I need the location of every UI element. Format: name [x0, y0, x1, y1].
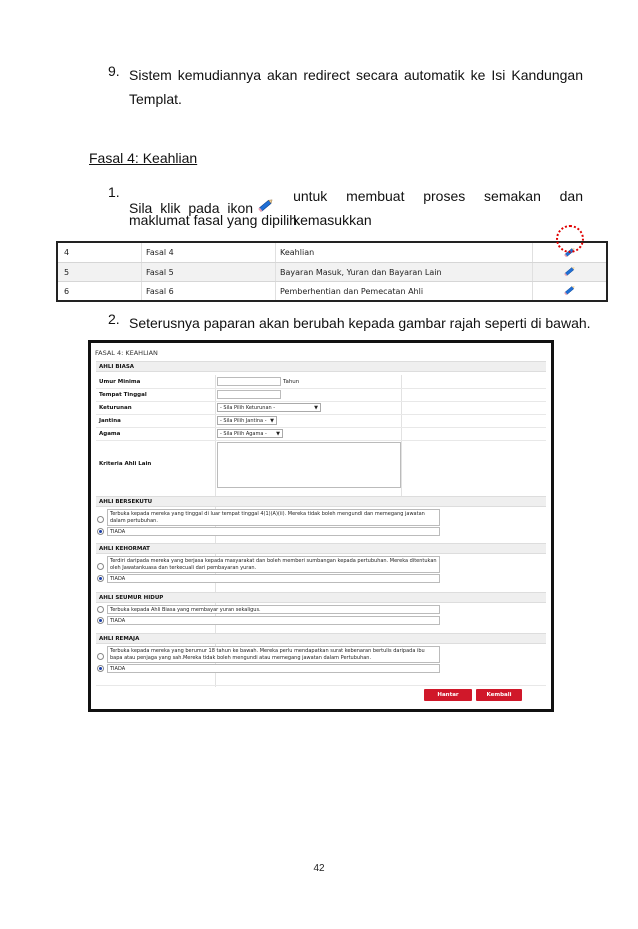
edit-cell [532, 282, 606, 300]
step-number-1: 1. [108, 184, 120, 200]
cell-title: Keahlian [275, 243, 532, 262]
seumur-hidup-option1-radio[interactable] [97, 606, 104, 613]
pencil-icon[interactable] [563, 265, 577, 279]
cell-title: Bayaran Masuk, Yuran dan Bayaran Lain [275, 263, 532, 281]
step2-text: Seterusnya paparan akan berubah kepada gambar rajah seperti di bawah. [129, 315, 591, 331]
agama-select[interactable]: - Sila Pilih Agama - ▼ [217, 429, 283, 438]
bersekutu-option1: Terbuka kepada mereka yang tinggal di luar tempat tinggal 4(1)(A)(ii). Mereka tidak boleh mengundi dan memegang jawatan dalam pertubuhan. [107, 509, 440, 526]
highlight-circle [556, 225, 584, 253]
step1-line2: maklumat fasal yang dipilih. [129, 212, 301, 228]
cell-no: 5 [64, 267, 70, 277]
umur-label: Umur Minima [99, 379, 141, 385]
keahlian-form [88, 340, 554, 712]
pencil-icon[interactable] [563, 284, 577, 298]
table-row [58, 262, 606, 281]
section-ahli-seumur-hidup: AHLI SEUMUR HIDUP [96, 592, 546, 603]
dropdown-arrow-icon: ▼ [314, 405, 318, 411]
fasal-table [56, 241, 608, 302]
seumur-hidup-option1: Terbuka kepada Ahli Biasa yang membayar yuran sekaligus. [107, 605, 440, 614]
section-heading: Fasal 4: Keahlian [89, 150, 198, 166]
form-title: FASAL 4: KEAHLIAN [95, 349, 158, 357]
kehormat-option1-radio[interactable] [97, 563, 104, 570]
tahun-label: Tahun [283, 379, 300, 385]
step-number-2: 2. [108, 311, 120, 327]
dropdown-arrow-icon: ▼ [276, 431, 280, 437]
cell-fasal: Fasal 4 [141, 243, 275, 262]
step9-line2: Templat. [129, 91, 182, 107]
step-number-9: 9. [108, 63, 120, 79]
bersekutu-tiada-radio[interactable] [97, 528, 104, 535]
keturunan-select[interactable]: - Sila Pilih Keturunan - ▼ [217, 403, 321, 412]
kehormat-tiada: TIADA [107, 574, 440, 583]
tempat-input[interactable] [217, 390, 281, 399]
cell-no: 6 [64, 286, 70, 296]
section-ahli-kehormat: AHLI KEHORMAT [96, 543, 546, 554]
kehormat-option1: Terdiri daripada mereka yang berjasa kepada masyarakat dan boleh memberi sumbangan kepada pertubuhan. Mereka ditentukan oleh Jawatankuasa dan terkecuali dari pembayaran yuran. [107, 556, 440, 573]
step1-text-after: untuk membuat proses semakan dan kemasukkan [293, 188, 583, 228]
seumur-hidup-tiada: TIADA [107, 616, 440, 625]
step9-line1: Sistem kemudiannya akan redirect secara automatik ke Isi Kandungan [129, 67, 583, 83]
jantina-label: Jantina [99, 418, 121, 424]
table-row [58, 243, 606, 262]
kehormat-tiada-radio[interactable] [97, 575, 104, 582]
edit-cell [532, 263, 606, 281]
cell-fasal: Fasal 6 [141, 282, 275, 300]
remaja-option1: Terbuka kepada mereka yang berumur 18 tahun ke bawah. Mereka perlu mendapatkan surat kebenaran bertulis daripada ibu bapa atau penjaga yang sah.Mereka tidak boleh mengundi atau memegang jawatan dalam Pertubuhan. [107, 646, 440, 663]
tempat-label: Tempat Tinggal [99, 392, 147, 398]
kriteria-textarea[interactable] [217, 442, 401, 488]
remaja-tiada-radio[interactable] [97, 665, 104, 672]
section-ahli-remaja: AHLI REMAJA [96, 633, 546, 644]
remaja-tiada: TIADA [107, 664, 440, 673]
section-ahli-biasa: AHLI BIASA [96, 361, 546, 372]
section-ahli-bersekutu: AHLI BERSEKUTU [96, 496, 546, 507]
dropdown-arrow-icon: ▼ [270, 418, 274, 424]
cell-no: 4 [64, 248, 70, 257]
agama-label: Agama [99, 431, 121, 437]
seumur-hidup-tiada-radio[interactable] [97, 617, 104, 624]
cell-fasal: Fasal 5 [141, 263, 275, 281]
page-number: 42 [313, 863, 325, 874]
umur-input[interactable] [217, 377, 281, 386]
keturunan-label: Keturunan [99, 405, 132, 411]
table-row [58, 281, 606, 300]
hantar-button[interactable]: Hantar [424, 689, 472, 701]
jantina-select[interactable]: - Sila Pilih Jantina - ▼ [217, 416, 277, 425]
remaja-option1-radio[interactable] [97, 653, 104, 660]
kriteria-label: Kriteria Ahli Lain [99, 461, 152, 467]
kembali-button[interactable]: Kembali [476, 689, 522, 701]
bersekutu-tiada: TIADA [107, 527, 440, 536]
cell-title: Pemberhentian dan Pemecatan Ahli [275, 282, 532, 300]
bersekutu-option1-radio[interactable] [97, 516, 104, 523]
step1-text-before: Sila klik pada ikon [129, 200, 254, 216]
